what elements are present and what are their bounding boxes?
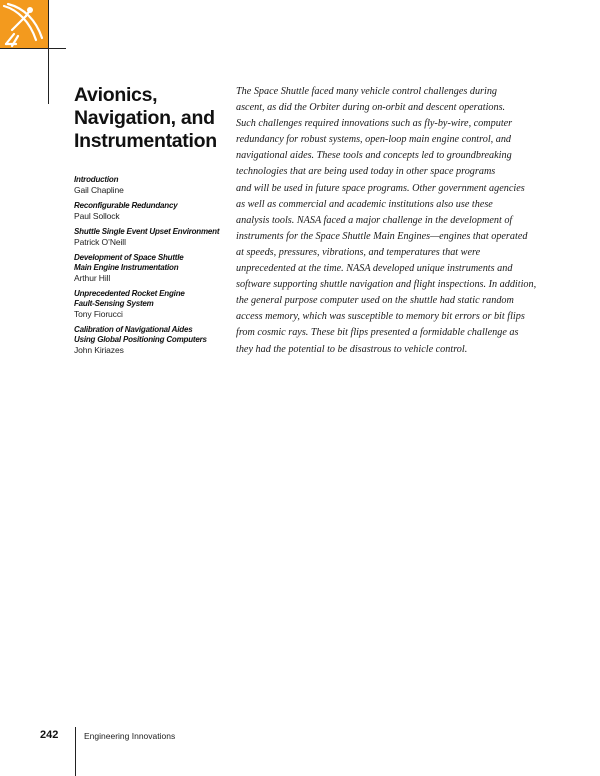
chapter-title-line: Navigation, and [74,107,215,129]
intro-line: analysis tools. NASA faced a major challenge in the development of [236,214,513,226]
intro-line: as well as commercial and academic institutions also use these [236,198,493,210]
toc-entry[interactable] [74,175,234,196]
intro-line: The Space Shuttle faced many vehicle control challenges during [236,86,498,97]
intro-line: unprecedented at the time. NASA developed unique instruments and [236,263,513,275]
toc-entry-title: Unprecedented Rocket Engine [74,289,185,298]
toc-entry-title: Fault-Sensing System [74,299,154,308]
running-footer: Engineering Innovations [84,731,176,741]
toc-entry-title: Development of Space Shuttle [74,253,184,262]
toc-entry-author: Gail Chapline [74,185,124,195]
toc-entry-title: Shuttle Single Event Upset Environment [74,227,220,236]
toc-entry[interactable] [74,325,234,356]
chapter-title-line: Avionics, [74,84,158,106]
toc-entry[interactable] [74,201,234,222]
table-of-contents [74,175,234,361]
satellite-dish-graphic [0,0,48,48]
chapter-title-line: Instrumentation [74,130,217,152]
intro-line: instruments for the Space Shuttle Main Engines—engines that operated [236,230,528,242]
intro-line: ascent, as did the Orbiter during on-orbit and descent operations. [236,102,506,114]
intro-line: technologies that are being used today in other space programs [236,166,496,178]
toc-entry-author: John Kiriazes [74,345,124,355]
toc-entry[interactable] [74,289,234,320]
toc-entry-title: Calibration of Navigational Aides [74,325,193,334]
toc-entry-title: Introduction [74,175,119,184]
toc-entry-author: Tony Fiorucci [74,309,123,319]
toc-entry[interactable] [74,253,234,284]
toc-entry-author: Paul Sollock [74,211,120,221]
intro-line: at speeds, pressures, vibrations, and temperatures that were [236,246,481,258]
intro-line: redundancy for robust systems, open-loop main engine control, and [236,134,512,146]
toc-entry-title: Reconfigurable Redundancy [74,201,178,210]
intro-line: software supporting shuttle navigation and flight inspections. In addition, [236,279,537,291]
intro-line: and will be used in future space programs. Other government agencies [236,182,525,194]
toc-entry-title: Using Global Positioning Computers [74,335,207,344]
intro-line: navigational aides. These tools and concepts led to groundbreaking [236,150,512,162]
intro-line: they had the potential to be disastrous to vehicle control. [236,343,468,355]
header-horizontal-rule [0,48,66,49]
intro-line: the general purpose computer used on the shuttle had static random [236,295,514,307]
toc-entry-author: Patrick O’Neill [74,237,126,247]
satellite-dish-icon [0,0,48,48]
header-vertical-rule [48,0,49,104]
toc-entry-title: Main Engine Instrumentation [74,263,179,272]
chapter-introduction [236,84,536,358]
page-number: 242 [40,729,59,741]
chapter-title [74,84,234,153]
toc-entry-author: Arthur Hill [74,273,111,283]
intro-line: Such challenges required innovations such as fly-by-wire, computer [236,118,513,130]
intro-line: access memory, which was susceptible to memory bit errors or bit flips [236,311,525,323]
intro-line: from cosmic rays. These bit flips presented a formidable challenge as [236,327,519,339]
toc-entry[interactable] [74,227,234,248]
footer-vertical-rule [75,727,76,776]
